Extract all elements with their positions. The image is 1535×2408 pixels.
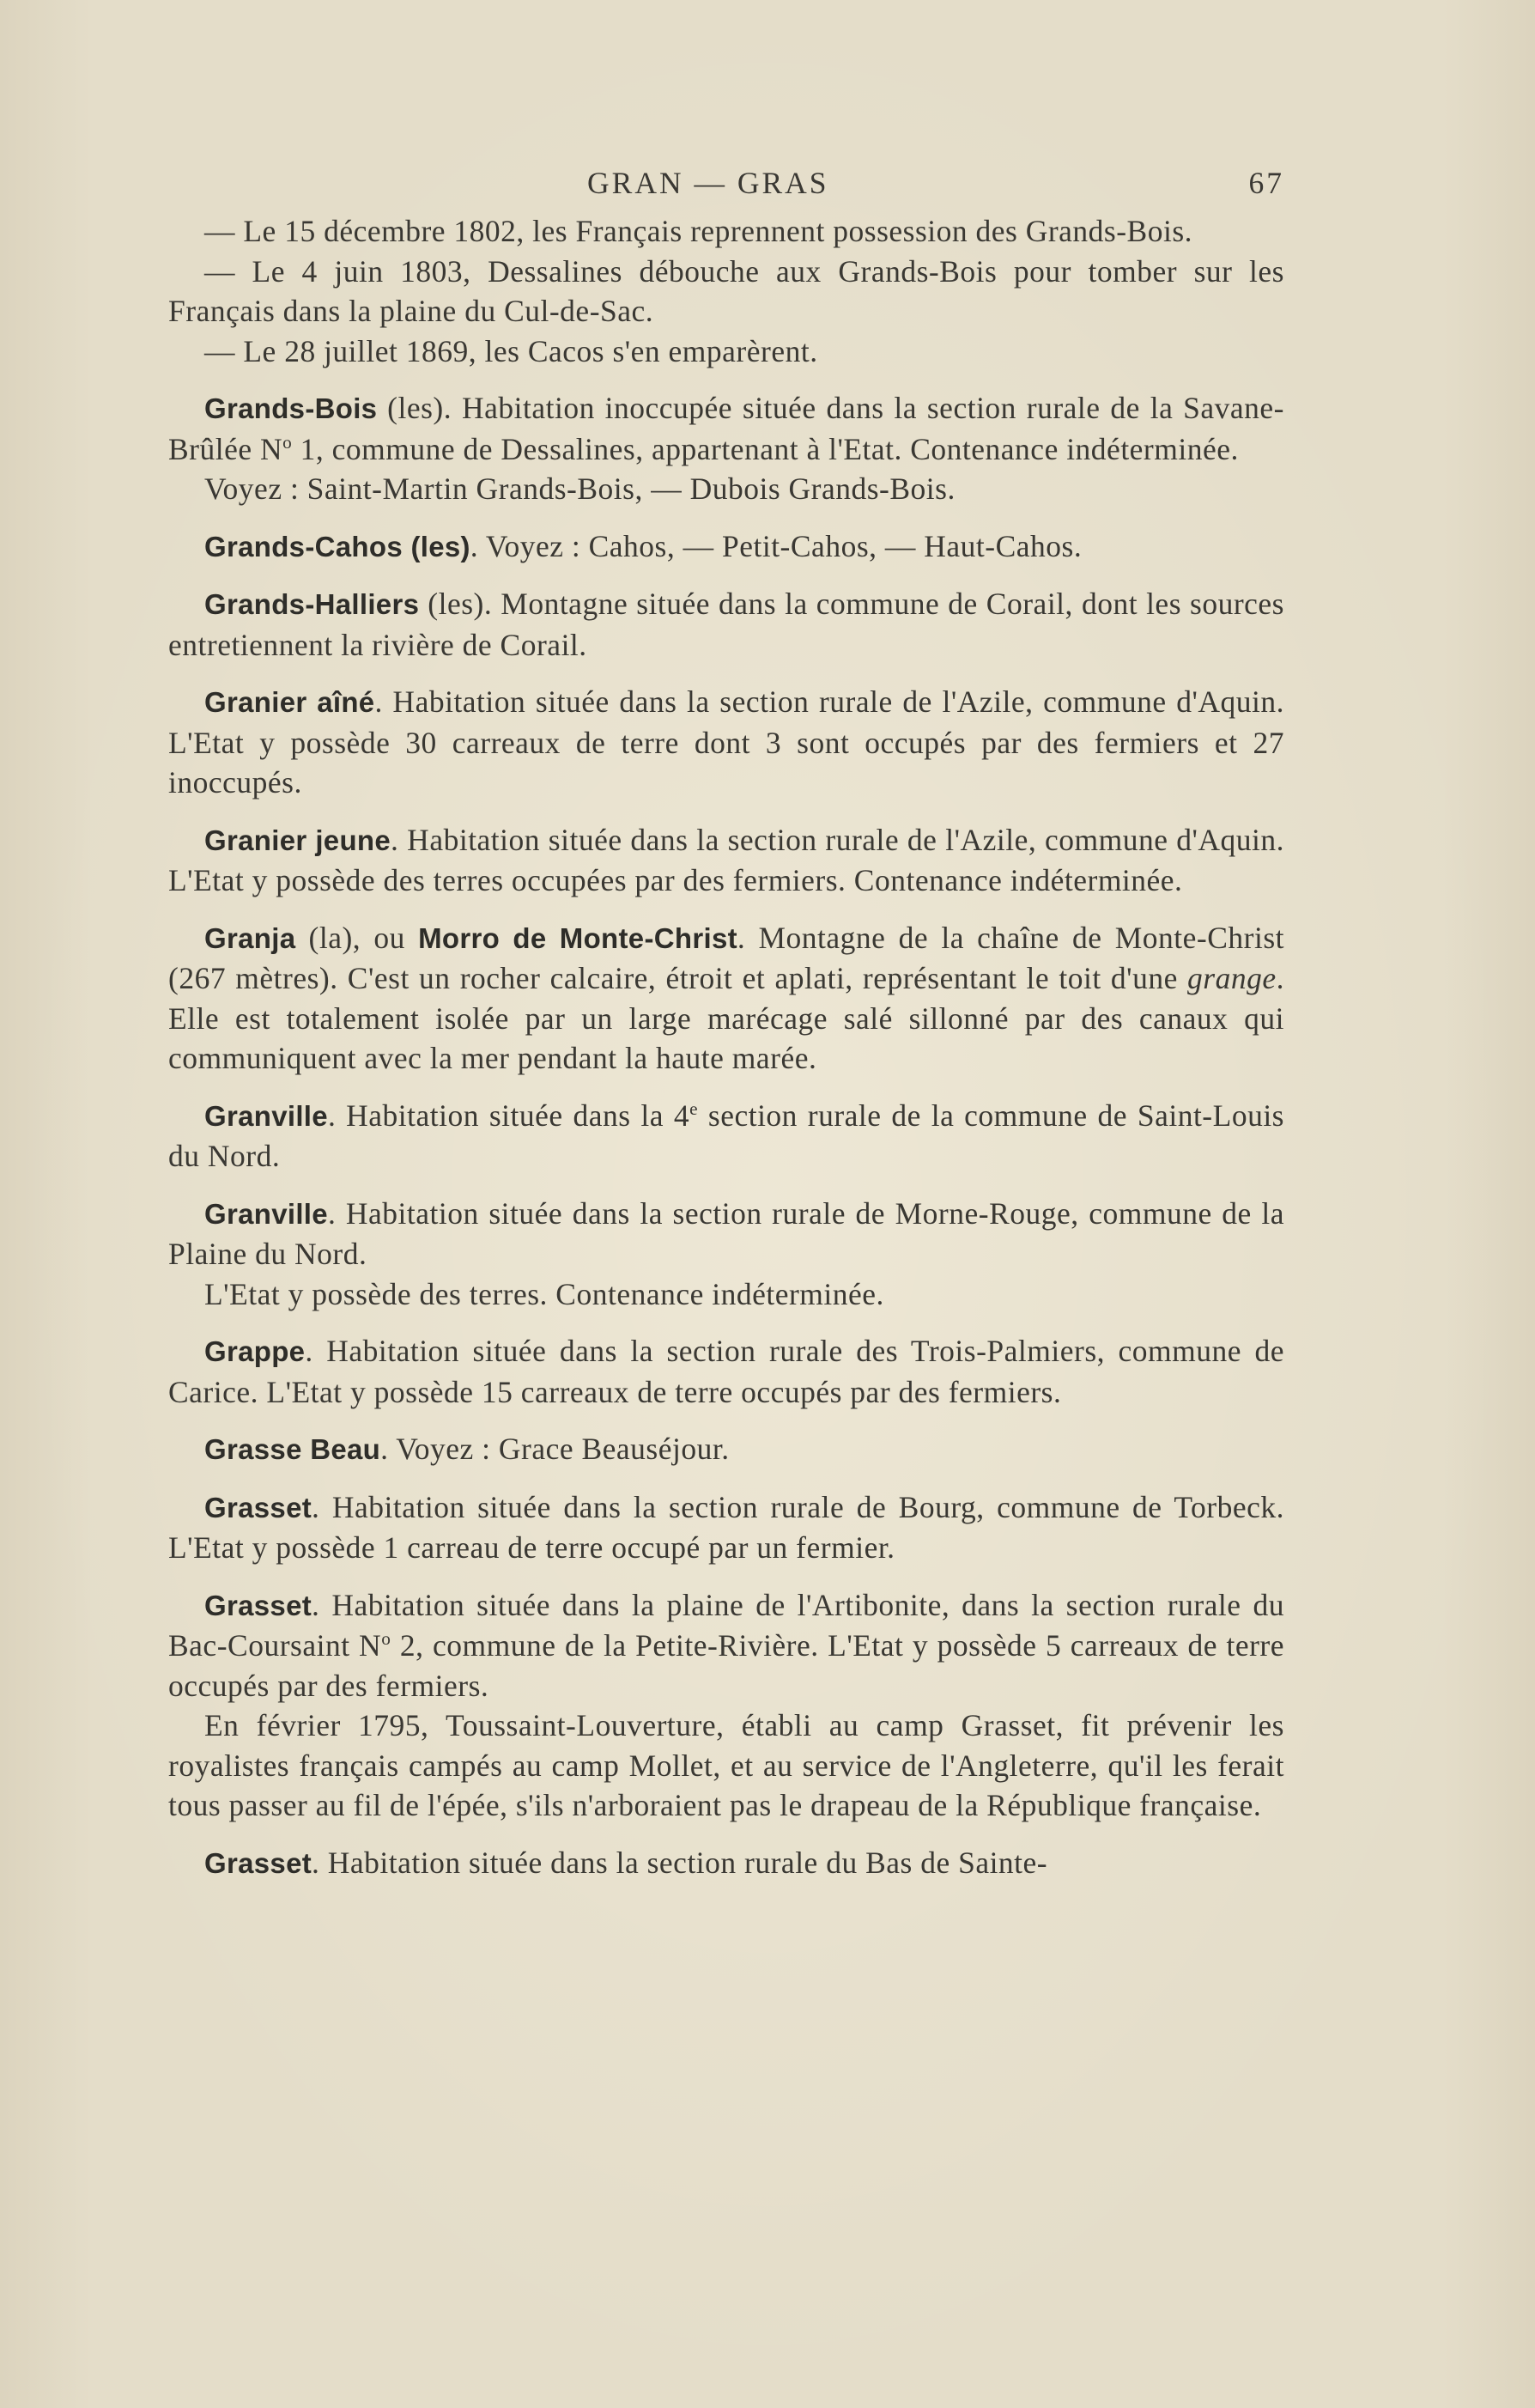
entry-text: — Le 15 décembre 1802, les Français reprennent possession des Grands-Bois.: [204, 214, 1193, 248]
entry-paragraph: [168, 1487, 1284, 1568]
entry-headword: Grasset: [204, 1589, 312, 1621]
entry-headword: Grasset: [204, 1491, 312, 1523]
entry-text: . Habitation située dans la section rurale de l'Azile, commune d'Aquin. L'Etat y possède des terres occupées par des fermiers. Contenance indéterminée.: [168, 822, 1284, 897]
entry-text: (les). Montagne située dans la commune de Corail, dont les sources entretiennent la rivière de Corail.: [168, 587, 1284, 662]
entry-headword: Granville: [204, 1099, 328, 1132]
entry-text: . Habitation située dans la section rurale de l'Azile, commune d'Aquin. L'Etat y possède 30 carreaux de terre dont 3 sont occupés par des fermiers et 27 inoccupés.: [168, 684, 1284, 800]
entry-text: . Elle est totalement isolée par un large marécage salé sillonné par des canaux qui communiquent avec la mer pendant la haute marée.: [168, 961, 1284, 1075]
superscript: e: [689, 1098, 699, 1119]
entry-paragraph: [168, 211, 1284, 252]
entry-headword: Grands-Cahos (les): [204, 530, 470, 562]
dictionary-entry: [168, 388, 1284, 509]
entry-headword: Grands-Halliers: [204, 588, 420, 620]
entry-paragraph: [168, 1096, 1284, 1177]
entry-text: . Habitation située dans la section rurale des Trois-Palmiers, commune de Carice. L'Etat y possède 15 carreaux de terre occupés par des fermiers.: [168, 1334, 1284, 1409]
entry-paragraph: [168, 1429, 1284, 1470]
entry-text: . Habitation située dans la section rurale du Bas de Sainte-: [312, 1845, 1048, 1880]
entry-headword: Grasse Beau: [204, 1433, 381, 1465]
entry-paragraph: [168, 1706, 1284, 1826]
entry-text: En février 1795, Toussaint-Louverture, établi au camp Grasset, fit prévenir les royalistes français campés au camp Mollet, et au service de l'Angleterre, qu'il les ferait tous passer au fil de l'épée, s'ils n'arboraient pas le drapeau de la République française.: [168, 1708, 1284, 1822]
dictionary-entry: [168, 918, 1284, 1079]
entry-text: . Habitation située dans la section rurale de Morne-Rouge, commune de la Plaine du Nord.: [168, 1195, 1284, 1271]
running-head-title: GRAN — GRAS: [587, 166, 829, 200]
entry-text: . Habitation située dans la plaine de l'Artibonite, dans la section rurale du Bac-Coursaint N: [168, 1587, 1284, 1663]
running-head: [168, 163, 1284, 208]
entry-text: . Habitation située dans la 4: [327, 1098, 690, 1133]
dictionary-entry: [168, 211, 1284, 371]
entry-paragraph: [168, 1194, 1284, 1274]
entry-paragraph: [168, 526, 1284, 568]
dictionary-entry: [168, 1194, 1284, 1315]
entry-paragraph: [168, 1843, 1284, 1884]
entry-text: 1, commune de Dessalines, appartenant à l'Etat. Contenance indéterminée.: [292, 431, 1239, 466]
dictionary-entry: [168, 682, 1284, 803]
entry-paragraph: [168, 1585, 1284, 1706]
entry-headword: Granville: [204, 1197, 328, 1230]
entry-text: section rurale de la commune de Saint-Louis du Nord.: [168, 1098, 1284, 1173]
entry-text: . Voyez : Grace Beauséjour.: [380, 1432, 730, 1466]
dictionary-entry: [168, 584, 1284, 665]
dictionary-entry: [168, 1843, 1284, 1884]
entry-text: 2, commune de la Petite-Rivière. L'Etat y possède 5 carreaux de terre occupés par des fermiers.: [168, 1628, 1284, 1703]
entry-headword: Granier jeune: [204, 824, 391, 856]
entry-paragraph: [168, 331, 1284, 372]
superscript: o: [282, 431, 293, 453]
entry-headword: Grasset: [204, 1846, 312, 1879]
entry-headword: Granier aîné: [204, 686, 375, 718]
entry-text: (les). Habitation inoccupée située dans la section rurale de la Savane-Brûlée N: [168, 391, 1284, 466]
entry-paragraph: [168, 252, 1284, 331]
entry-text: . Habitation située dans la section rurale de Bourg, commune de Torbeck. L'Etat y possède 1 carreau de terre occupé par un fermier.: [168, 1489, 1284, 1565]
entry-paragraph: [168, 918, 1284, 1079]
entry-text: . Voyez : Cahos, — Petit-Cahos, — Haut-Cahos.: [470, 528, 1083, 563]
dictionary-entry: [168, 1585, 1284, 1826]
entry-paragraph: [168, 388, 1284, 469]
dictionary-entries: [168, 211, 1284, 1883]
dictionary-entry: [168, 1096, 1284, 1177]
entry-paragraph: [168, 584, 1284, 665]
entry-text: (la), ou: [295, 920, 419, 955]
superscript: o: [381, 1628, 391, 1650]
entry-paragraph: [168, 1274, 1284, 1315]
entry-paragraph: [168, 469, 1284, 509]
entry-text: L'Etat y possède des terres. Contenance indéterminée.: [204, 1276, 884, 1311]
book-page: [168, 163, 1284, 1883]
page-number: 67: [1248, 166, 1284, 200]
italic-term: grange: [1187, 961, 1277, 995]
entry-text: — Le 4 juin 1803, Dessalines débouche aux Grands-Bois pour tomber sur les Français dans la plaine du Cul-de-Sac.: [168, 253, 1284, 328]
entry-paragraph: [168, 820, 1284, 901]
entry-text: Voyez : Saint-Martin Grands-Bois, — Dubois Grands-Bois.: [204, 471, 956, 506]
dictionary-entry: [168, 820, 1284, 901]
entry-headword: Grands-Bois: [204, 392, 378, 424]
entry-headword: Grappe: [204, 1335, 306, 1367]
dictionary-entry: [168, 1429, 1284, 1470]
dictionary-entry: [168, 526, 1284, 568]
entry-headword: Granja: [204, 921, 296, 954]
entry-paragraph: [168, 682, 1284, 803]
entry-paragraph: [168, 1331, 1284, 1412]
entry-headword: Morro de Monte-Christ: [418, 921, 737, 954]
dictionary-entry: [168, 1331, 1284, 1412]
dictionary-entry: [168, 1487, 1284, 1568]
entry-text: — Le 28 juillet 1869, les Cacos s'en emparèrent.: [204, 333, 818, 368]
entry-text: . Montagne de la chaîne de Monte-Christ (267 mètres). C'est un rocher calcaire, étroit et aplati, représentant le toit d'une: [168, 920, 1284, 995]
